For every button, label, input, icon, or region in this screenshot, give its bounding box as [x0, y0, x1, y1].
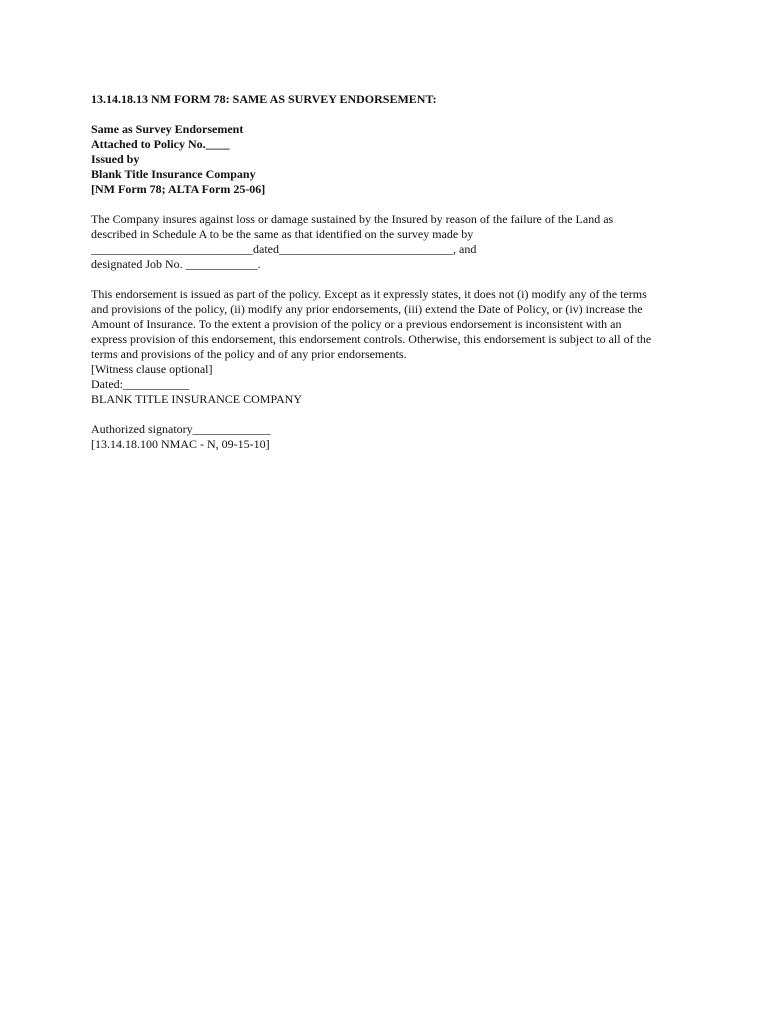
document-title: 13.14.18.13 NM FORM 78: SAME AS SURVEY ENDORSEMENT: — [91, 92, 437, 106]
history-citation: [13.14.18.100 NMAC - N, 09-15-10] — [91, 437, 270, 451]
document-page — [91, 92, 691, 452]
endorsement-line: Amount of Insurance. To the extent a provision of the policy or a previous endorsement is inconsistent with an — [91, 317, 622, 331]
issued-by-line: Issued by — [91, 152, 140, 166]
endorsement-line: This endorsement is issued as part of the policy. Except as it expressly states, it does not (i) modify any of the terms — [91, 287, 647, 301]
insuring-line: described in Schedule A to be the same as that identified on the survey made by — [91, 227, 474, 241]
insurer-name: Blank Title Insurance Company — [91, 167, 256, 181]
insuring-paragraph — [91, 212, 691, 272]
endorsement-line: terms and provisions of the policy and of any prior endorsements. — [91, 347, 407, 361]
company-name: BLANK TITLE INSURANCE COMPANY — [91, 392, 303, 406]
witness-clause: [Witness clause optional] — [91, 362, 213, 376]
policy-number-line: Attached to Policy No.____ — [91, 137, 230, 151]
dated-line: Dated:___________ — [91, 377, 189, 391]
endorsement-line: express provision of this endorsement, this endorsement controls. Otherwise, this endorsement is subject to all of the — [91, 332, 652, 346]
endorsement-header-block — [91, 122, 691, 197]
insuring-line: ___________________________dated_____________________________, and — [91, 242, 477, 256]
insuring-line: designated Job No. ____________. — [91, 257, 261, 271]
endorsement-name: Same as Survey Endorsement — [91, 122, 244, 136]
signature-block — [91, 422, 691, 452]
endorsement-paragraph — [91, 287, 691, 362]
insuring-line: The Company insures against loss or damage sustained by the Insured by reason of the failure of the Land as — [91, 212, 614, 226]
authorized-signatory-line: Authorized signatory_____________ — [91, 422, 271, 436]
endorsement-line: and provisions of the policy, (ii) modify any prior endorsements, (iii) extend the Date of Policy, or (iv) increase the — [91, 302, 643, 316]
form-reference: [NM Form 78; ALTA Form 25-06] — [91, 182, 266, 196]
